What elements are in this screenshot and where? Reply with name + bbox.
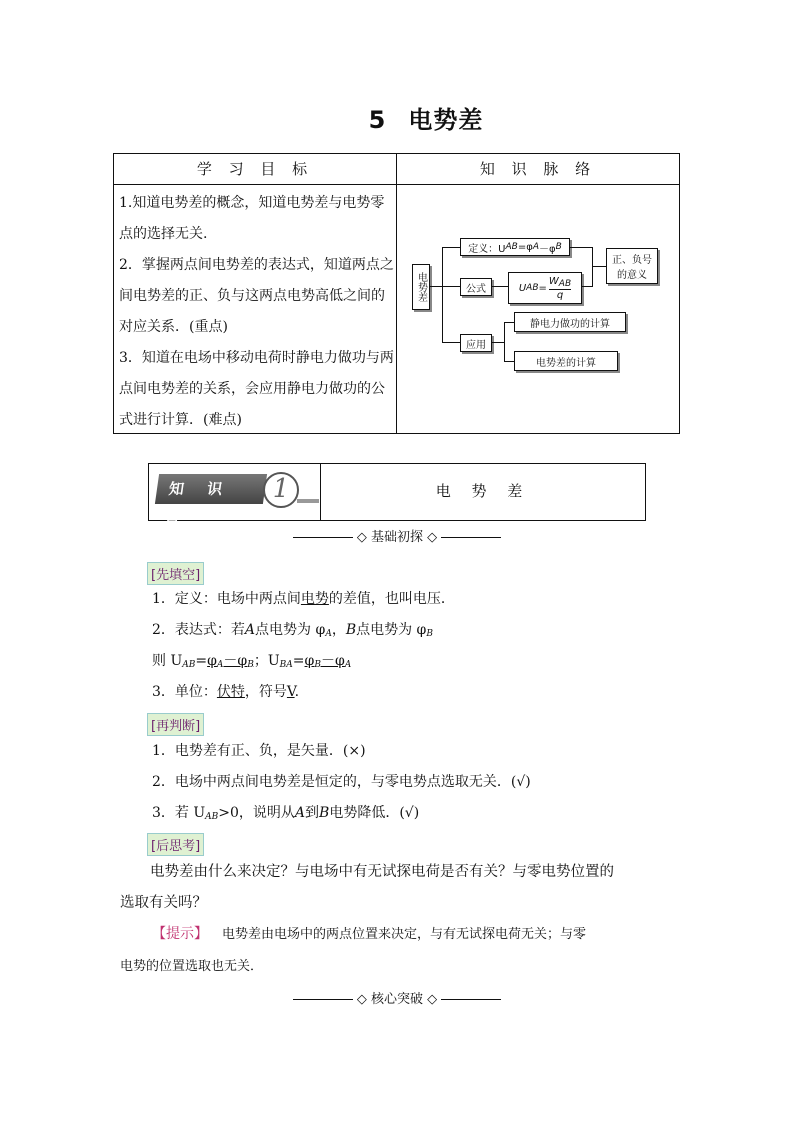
knowledge-point-title: 电 势 差 xyxy=(435,482,531,500)
hint-line-1: 【提示】 电势差由电场中的两点位置来决定，与有无试探电荷无关；与零 xyxy=(152,926,587,942)
mindmap-app-item: 静电力做功的计算 xyxy=(514,312,626,332)
learning-goals-header: 学 习 目 标 xyxy=(196,160,314,178)
fill-line-2: 2．表达式：若A点电势为 $\varphi_A$，B点电势为 $\varphi_B$ xyxy=(152,622,433,639)
fill-line-4: 3．单位：伏特，符号V. xyxy=(152,684,300,700)
think-tag: [后思考] xyxy=(147,833,204,856)
chapter-title: 电势差 xyxy=(408,106,484,134)
fill-line-1: 1．定义：电场中两点间电势的差值，也叫电压． xyxy=(152,591,455,607)
learning-goals-list xyxy=(119,188,394,436)
goal-item: 3．知道在电场中移动电荷时静电力做功与两点间电势差的关系，会应用静电力做功的公式进行计算．(难点) xyxy=(119,350,394,428)
mindmap-formula-label: 公式 xyxy=(460,278,492,296)
judge-tag: [再判断] xyxy=(147,713,204,736)
page-title xyxy=(0,100,794,135)
mindmap-sign-meaning: 正、负号的意义 xyxy=(606,248,658,284)
goal-item: 1.知道电势差的概念，知道电势差与电势零点的选择无关. xyxy=(119,195,385,242)
judge-line-3: 3．若 $U_{AB}>0$，说明从A到B电势降低．(√) xyxy=(152,805,420,822)
goal-item: 2．掌握两点间电势差的表达式，知道两点之间电势差的正、负与这两点电势高低之间的对应关系．(重点) xyxy=(119,257,394,335)
mindmap-app-item: 电势差的计算 xyxy=(514,351,618,371)
mindmap-root: 电势差 xyxy=(412,264,430,310)
mindmap-application: 应用 xyxy=(460,334,492,352)
judge-line-1: 1．电势差有正、负，是矢量．(×) xyxy=(152,743,366,759)
knowledge-map-header: 知 识 脉 络 xyxy=(479,160,597,178)
mindmap-definition: 定义：U AB =φ A －φ B xyxy=(460,238,570,256)
knowledge-point-header xyxy=(148,463,646,528)
hint-line-2: 电势的位置选取也无关． xyxy=(120,959,264,974)
judge-line-2: 2．电场中两点间电势差是恒定的，与零电势点选取无关．(√) xyxy=(152,774,531,790)
mindmap-formula: U AB = WAB q xyxy=(508,272,582,304)
fill-tag: [先填空] xyxy=(147,562,204,585)
think-question-2: 选取有关吗？ xyxy=(120,895,207,911)
knowledge-point-badge: 知 识 点 xyxy=(155,474,267,504)
knowledge-point-number: 1 xyxy=(263,472,299,508)
section-separator: ◇ 核心突破 ◇ xyxy=(0,988,794,1007)
section-separator: ◇ 基础初探 ◇ xyxy=(0,526,794,545)
think-question-1: 电势差由什么来决定？与电场中有无试探电荷是否有关？与零电势位置的 xyxy=(150,864,614,880)
objectives-table xyxy=(113,153,680,434)
fill-line-3: 则 $U_{AB}=\varphi_A-\varphi_B$；$U_{BA}=\varphi_B-\varphi_A$ xyxy=(152,653,352,670)
chapter-number: 5 xyxy=(368,106,387,134)
